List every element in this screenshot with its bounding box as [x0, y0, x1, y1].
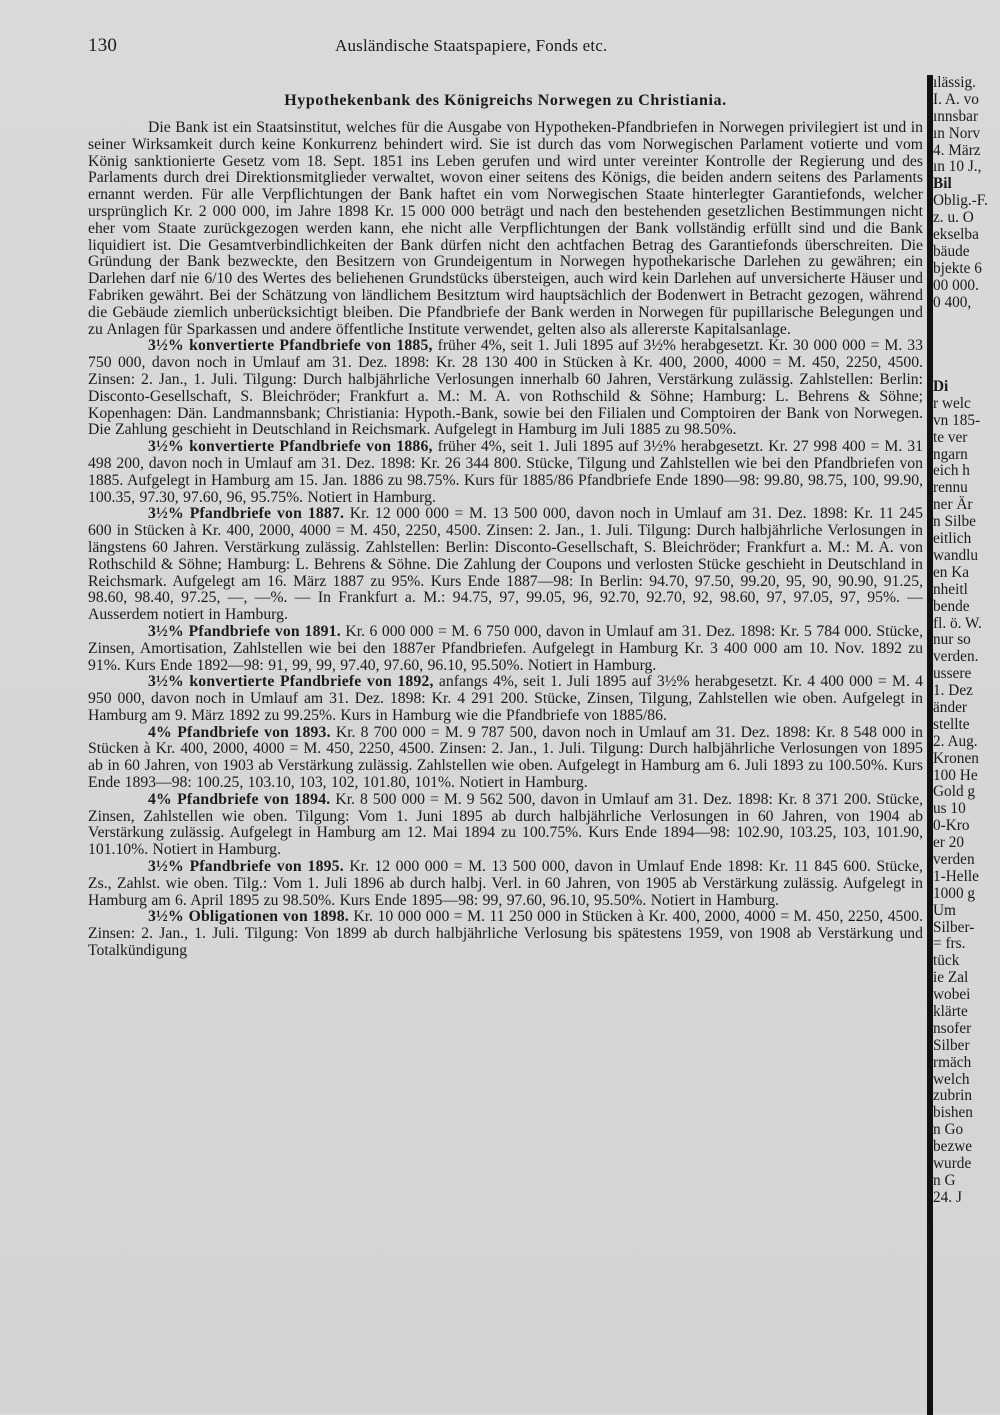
- adjacent-column-line: r welc: [933, 394, 971, 412]
- adjacent-column-line: Um: [933, 901, 956, 919]
- adjacent-column-line: fl. ö. W.: [933, 614, 982, 632]
- intro-paragraph: Die Bank ist ein Staatsinstitut, welches für die Ausgabe von Hypotheken-Pfandbriefen in Norwegen privilegiert ist und in seiner Wirksamkeit durch keine Konkurrenz behindert wird. Sie ist durch das vom Norwegischen Parlament votierte und vom König sanktionierte Gesetz vom 18. Sept. 1851 ins Leben gerufen und wird unter vereinter Kontrolle der Regierung und des Parlaments durch drei Direktionsmitglieder verwaltet, wovon einer seitens des Königs, die beiden andern seitens des Parlaments ernannt werden. Für alle Verpflichtungen der Bank haftet ein vom Norwegischen Staate hinterlegter Garantiefonds, welcher ursprünglich Kr. 2 000 000, im Jahre 1898 Kr. 15 000 000 beträgt und nach den bestehenden gesetzlichen Bestimmungen nicht eher vom Staate zurückgezogen werden kann, ehe nicht alle Verpflichtungen der Bank vollständig erfüllt sind und die Bank liquidiert ist. Die Gesamtverbindlichkeiten der Bank dürfen nicht den achtfachen Betrag des Garantiefonds überschreiten. Die Gründung der Bank bezweckte, den Besitzern von Grundeigentum in Norwegen hypothekarische Darlehen zu gewähren; ein Darlehen darf nie 6/10 des Wertes des beliehenen Grundstücks übersteigen, auch wird kein Darlehen auf unversicherte Häuser und Fabriken gewährt. Bei der Schätzung von ländlichem Besitztum wird hauptsächlich der Bodenwert in Betracht gezogen, während die Gebäude ziemlich unberücksichtigt bleiben. Die Pfandbriefe der Bank werden in Norwegen für pupillarische Belegungen und zu Anlagen für Sparkassen und andere öffentliche Institute verwendet, gelten also als allererste Kapitalsanlage.: [88, 119, 923, 338]
- adjacent-column-line: bende: [933, 597, 970, 615]
- bond-entry-heading: 3½% konvertierte Pfandbriefe von 1886,: [148, 438, 433, 456]
- bond-entry-heading: 3½% konvertierte Pfandbriefe von 1892,: [148, 673, 434, 691]
- adjacent-column-line: bishen: [933, 1104, 973, 1122]
- adjacent-column-line: rennu: [933, 479, 968, 497]
- adjacent-column-line: änder: [933, 698, 967, 716]
- adjacent-column-line: n G: [933, 1171, 956, 1189]
- adjacent-column-line: 1000 g: [933, 884, 976, 902]
- adjacent-column-line: eich h: [933, 462, 970, 480]
- adjacent-column-line: ngarn: [933, 445, 968, 463]
- adjacent-column-line: stellte: [933, 715, 970, 733]
- bond-entry-text: Kr. 8 500 000 = M. 9 562 500, davon in Umlauf am 31. Dez. 1898: Kr. 8 371 200. Stücke, Zinsen, Zahlstellen wie oben. Tilgung: Vom 1. Juni 1895 ab durch halbjährliche Verlosungen in 60 Jahren, von 1904 ab Verstärkung zulässig. Aufgelegt in Hamburg am 12. Mai 1894 zu 100.75%. Kurs Ende 1894—98: 102.90, 103.25, 103, 101.90, 101.10%. Notiert in Hamburg.: [88, 790, 923, 859]
- adjacent-column-line: tück: [933, 952, 960, 970]
- bond-entry: [88, 624, 923, 674]
- main-column: [88, 88, 923, 1408]
- bond-entry-heading: 3½% Pfandbriefe von 1887.: [148, 505, 345, 523]
- adjacent-column-line: ın Norv: [933, 124, 981, 142]
- bond-entries: [88, 338, 923, 959]
- bond-entry: [88, 439, 923, 506]
- running-head: Ausländische Staatspapiere, Fonds etc.: [335, 36, 608, 55]
- bond-entry: [88, 859, 923, 909]
- adjacent-column-line: 1. Dez: [933, 682, 973, 700]
- adjacent-column-line: verden.: [933, 648, 979, 666]
- adjacent-column-line: [933, 362, 1000, 379]
- adjacent-column-line: verden: [933, 850, 975, 868]
- adjacent-column-line: te ver: [933, 428, 968, 446]
- adjacent-column-line: 1-Helle: [933, 867, 979, 885]
- bond-entry-text: früher 4%, seit 1. Juli 1895 auf 3½% herabgesetzt. Kr. 30 000 000 = M. 33 750 000, davon noch in Umlauf am 31. Dez. 1898: Kr. 28 130 400 in Stücken à Kr. 400, 2000, 4000 = M. 450, 2250, 4500. Zinsen: 2. Jan., 1. Juli. Tilgung: Durch halbjährliche Verlosungen innerhalb 60 Jahren, Verstärkung zulässig. Zahlstellen: Berlin: Disconto-Gesellschaft, S. Bleichröder; Frankfurt a. M.: M. A. von Rothschild & Söhne; Hamburg: L. Behrens & Söhne; Kopenhagen: Dän. Landmannsbank; Christiania: Hypoth.-Bank, sowie bei den Filialen und Comptoiren der Bank von Norwegen. Die Zahlung geschieht in Deutschland in Reichsmark. Aufgelegt in Hamburg im Juli 1885 zu 98.50%.: [88, 337, 923, 439]
- adjacent-column-line: nsofer: [933, 1019, 972, 1037]
- adjacent-column-line: [933, 311, 1000, 328]
- adjacent-column-line: wurde: [933, 1155, 972, 1172]
- bond-entry-text: Kr. 12 000 000 = M. 13 500 000, davon in Umlauf Ende 1898: Kr. 11 845 600. Stücke, Zs., Zahlst. wie oben. Tilg.: Vom 1. Juli 1896 ab durch halbj. Verl. in 60 Jahren, von 1905 ab Verstärkung zulässig. Aufgelegt in Hamburg am 6. April 1895 zu 98.50%. Kurs Ende 1895—98: 99, 97.60, 96.10, 95.50%. Notiert in Hamburg.: [88, 858, 923, 909]
- bond-entry-text: Kr. 6 000 000 = M. 6 750 000, davon in Umlauf am 31. Dez. 1898: Kr. 5 784 000. Stücke, Zinsen, Amortisation, Zahlstellen wie bei den 1887er Pfandbriefen. Aufgelegt in Hamburg Kr. 3 400 000 am 10. Nov. 1892 zu 91%. Kurs Ende 1892—98: 91, 99, 99, 97.40, 97.60, 96.10, 95.50%. Notiert in Hamburg.: [88, 622, 923, 674]
- adjacent-column-line: klärte: [933, 1002, 968, 1020]
- bond-entry-heading: 4% Pfandbriefe von 1894.: [148, 790, 331, 808]
- adjacent-column-line: 0 400,: [933, 293, 972, 311]
- bond-entry-text: Kr. 8 700 000 = M. 9 787 500, davon noch in Umlauf am 31. Dez. 1898: Kr. 8 548 000 in Stücken à Kr. 400, 2000, 4000 = M. 450, 2250, 4500. Zinsen: 2. Jan., 1. Juli. Tilgung: Durch halbjährliche Verlosungen von 1895 ab in 60 Jahren, von 1903 ab Verstärkung zulässig. Zahlstellen wie oben. Aufgelegt in Hamburg am 6. Juli 1893 zu 100.50%. Kurs Ende 1893—98: 100.25, 103.10, 103, 102, 101.80, 101%. Notiert in Hamburg.: [88, 723, 923, 792]
- adjacent-column-line: Gold g: [933, 783, 976, 801]
- adjacent-column-line: ner Är: [933, 496, 973, 514]
- adjacent-column-line: wandlu: [933, 546, 979, 564]
- adjacent-column-line: vn 185-: [933, 411, 981, 429]
- adjacent-column-line: welch: [933, 1070, 970, 1088]
- adjacent-column-line: n Silbe: [933, 513, 976, 531]
- adjacent-column-line: us 10: [933, 800, 966, 818]
- page-header: [88, 35, 928, 65]
- adjacent-column-line: zubrin: [933, 1087, 973, 1105]
- adjacent-column-line: bäude: [933, 242, 970, 260]
- page-number: 130: [88, 35, 118, 56]
- adjacent-column-line: nheitl: [933, 580, 968, 598]
- adjacent-column-line: 0-Kro: [933, 817, 970, 835]
- bond-entry-heading: 4% Pfandbriefe von 1893.: [148, 723, 331, 741]
- bond-entry-heading: 3½% konvertierte Pfandbriefe von 1885,: [148, 337, 433, 355]
- adjacent-column-line: ekselba: [933, 226, 979, 244]
- adjacent-column-line: z. u. O: [933, 209, 974, 227]
- adjacent-column-line: Oblig.-F.: [933, 192, 988, 210]
- bond-entry-text: anfangs 4%, seit 1. Juli 1895 auf 3½% herabgesetzt. Kr. 4 400 000 = M. 4 950 000, davon noch in Umlauf am 31. Dez. 1898: Kr. 4 291 200. Stücke, Zinsen, Tilgung, Zahlstellen wie oben. Aufgelegt in Hamburg am 9. März 1892 zu 99.25%. Kurs in Hamburg wie die Pfandbriefe von 1885/86.: [88, 673, 923, 724]
- adjacent-column-line: = frs.: [933, 935, 966, 953]
- bond-entry: [88, 338, 923, 439]
- bond-entry: [88, 725, 923, 792]
- adjacent-column-line: Kronen: [933, 749, 979, 767]
- adjacent-column-line: wobei: [933, 986, 971, 1004]
- adjacent-column-line: Silber-: [933, 918, 975, 936]
- bond-entry-text: Kr. 10 000 000 = M. 11 250 000 in Stücken à Kr. 400, 2000, 4000 = M. 450, 2250, 4500. Zinsen: 2. Jan., 1. Juli. Tilgung: Von 1899 ab durch halbjährliche Verlosung bis spätestens 1959, von 1908 ab Verstärkung und Totalkündigung: [88, 908, 923, 960]
- adjacent-column-line: 100 He: [933, 766, 978, 784]
- adjacent-column-line: ussere: [933, 665, 972, 683]
- adjacent-column-line: [933, 345, 1000, 362]
- adjacent-column-line: bezwe: [933, 1138, 973, 1156]
- adjacent-column-line: Di: [933, 378, 949, 396]
- adjacent-column-line: eitlich: [933, 530, 972, 548]
- adjacent-column-line: en Ka: [933, 563, 970, 581]
- bond-entry-heading: 3½% Obligationen von 1898.: [148, 908, 349, 926]
- adjacent-column-line: rmäch: [933, 1053, 972, 1071]
- adjacent-column-line: er 20: [933, 834, 965, 852]
- bond-entry-heading: 3½% Pfandbriefe von 1891.: [148, 622, 341, 640]
- adjacent-column-line: I. A. vo: [933, 90, 979, 108]
- adjacent-column-line: ie Zal: [933, 969, 969, 987]
- adjacent-column: [933, 75, 1000, 1414]
- adjacent-column-line: Silber: [933, 1036, 970, 1054]
- adjacent-column-line: [933, 328, 1000, 345]
- bond-entry: [88, 792, 923, 859]
- bond-entry: [88, 506, 923, 624]
- bond-entry-heading: 3½% Pfandbriefe von 1895.: [148, 858, 344, 876]
- bond-entry-text: früher 4%, seit 1. Juli 1895 auf 3½% herabgesetzt. Kr. 27 998 400 = M. 31 498 200, davon noch in Umlauf am 31. Dez. 1898: Kr. 26 344 800. Stücke, Tilgung und Zahlstellen wie bei den Pfandbriefen von 1885. Aufgelegt in Hamburg am 15. Jan. 1886 zu 98.75%. Kurs für 1885/86 Pfandbriefe Ende 1890—98: 99.80, 98.75, 100, 99.90, 100.35, 97.30, 97.60, 96, 95.75%. Notiert in Hamburg.: [88, 438, 923, 506]
- bond-entry: [88, 909, 923, 959]
- adjacent-column-line: 2. Aug.: [933, 732, 978, 750]
- article-title: Hypothekenbank des Königreichs Norwegen zu Christiania.: [284, 92, 727, 109]
- adjacent-column-line: 00 000.: [933, 276, 979, 294]
- bond-entry-text: Kr. 12 000 000 = M. 13 500 000, davon noch in Umlauf am 31. Dez. 1898: Kr. 11 245 600 in Stücken à Kr. 400, 2000, 4000 = M. 450, 2250, 4500. Zinsen: 2. Jan., 1. Juli. Tilgung: Durch halbjährliche Verlosungen in längstens 60 Jahren. Verstärkung zulässig. Zahlstellen: Berlin: Disconto-Gesellschaft, S. Bleichröder; Frankfurt a. M.: M. A. von Rothschild & Söhne; Hamburg: L. Behrens & Söhne. Die Zahlung der Coupons und verlosten Stücke geschieht in Deutschland in Reichsmark. Aufgelegt am 16. März 1887 zu 95%. Kurs Ende 1887—98: In Berlin: 94.70, 97.50, 99.20, 95, 90, 90.90, 91.25, 98.60, 98.40, 97.25, —, —%. — In Frankfurt a. M.: 94.75, 97, 99.05, 96, 92.70, 92.70, 92, 98.60, 97, 97.05, 97, 95%. — Ausserdem notiert in Hamburg.: [88, 505, 923, 624]
- adjacent-column-line: ınnsbar: [933, 107, 979, 125]
- adjacent-column-line: 24. J: [933, 1188, 962, 1206]
- adjacent-column-line: ın 10 J.,: [933, 158, 982, 176]
- adjacent-column-line: bjekte 6: [933, 259, 982, 277]
- bond-entry: [88, 674, 923, 724]
- adjacent-column-line: Bil: [933, 175, 952, 193]
- adjacent-column-line: ılässig.: [933, 75, 976, 91]
- adjacent-column-line: n Go: [933, 1121, 964, 1139]
- adjacent-column-line: 4. März: [933, 141, 981, 159]
- adjacent-column-line: nur so: [933, 631, 971, 649]
